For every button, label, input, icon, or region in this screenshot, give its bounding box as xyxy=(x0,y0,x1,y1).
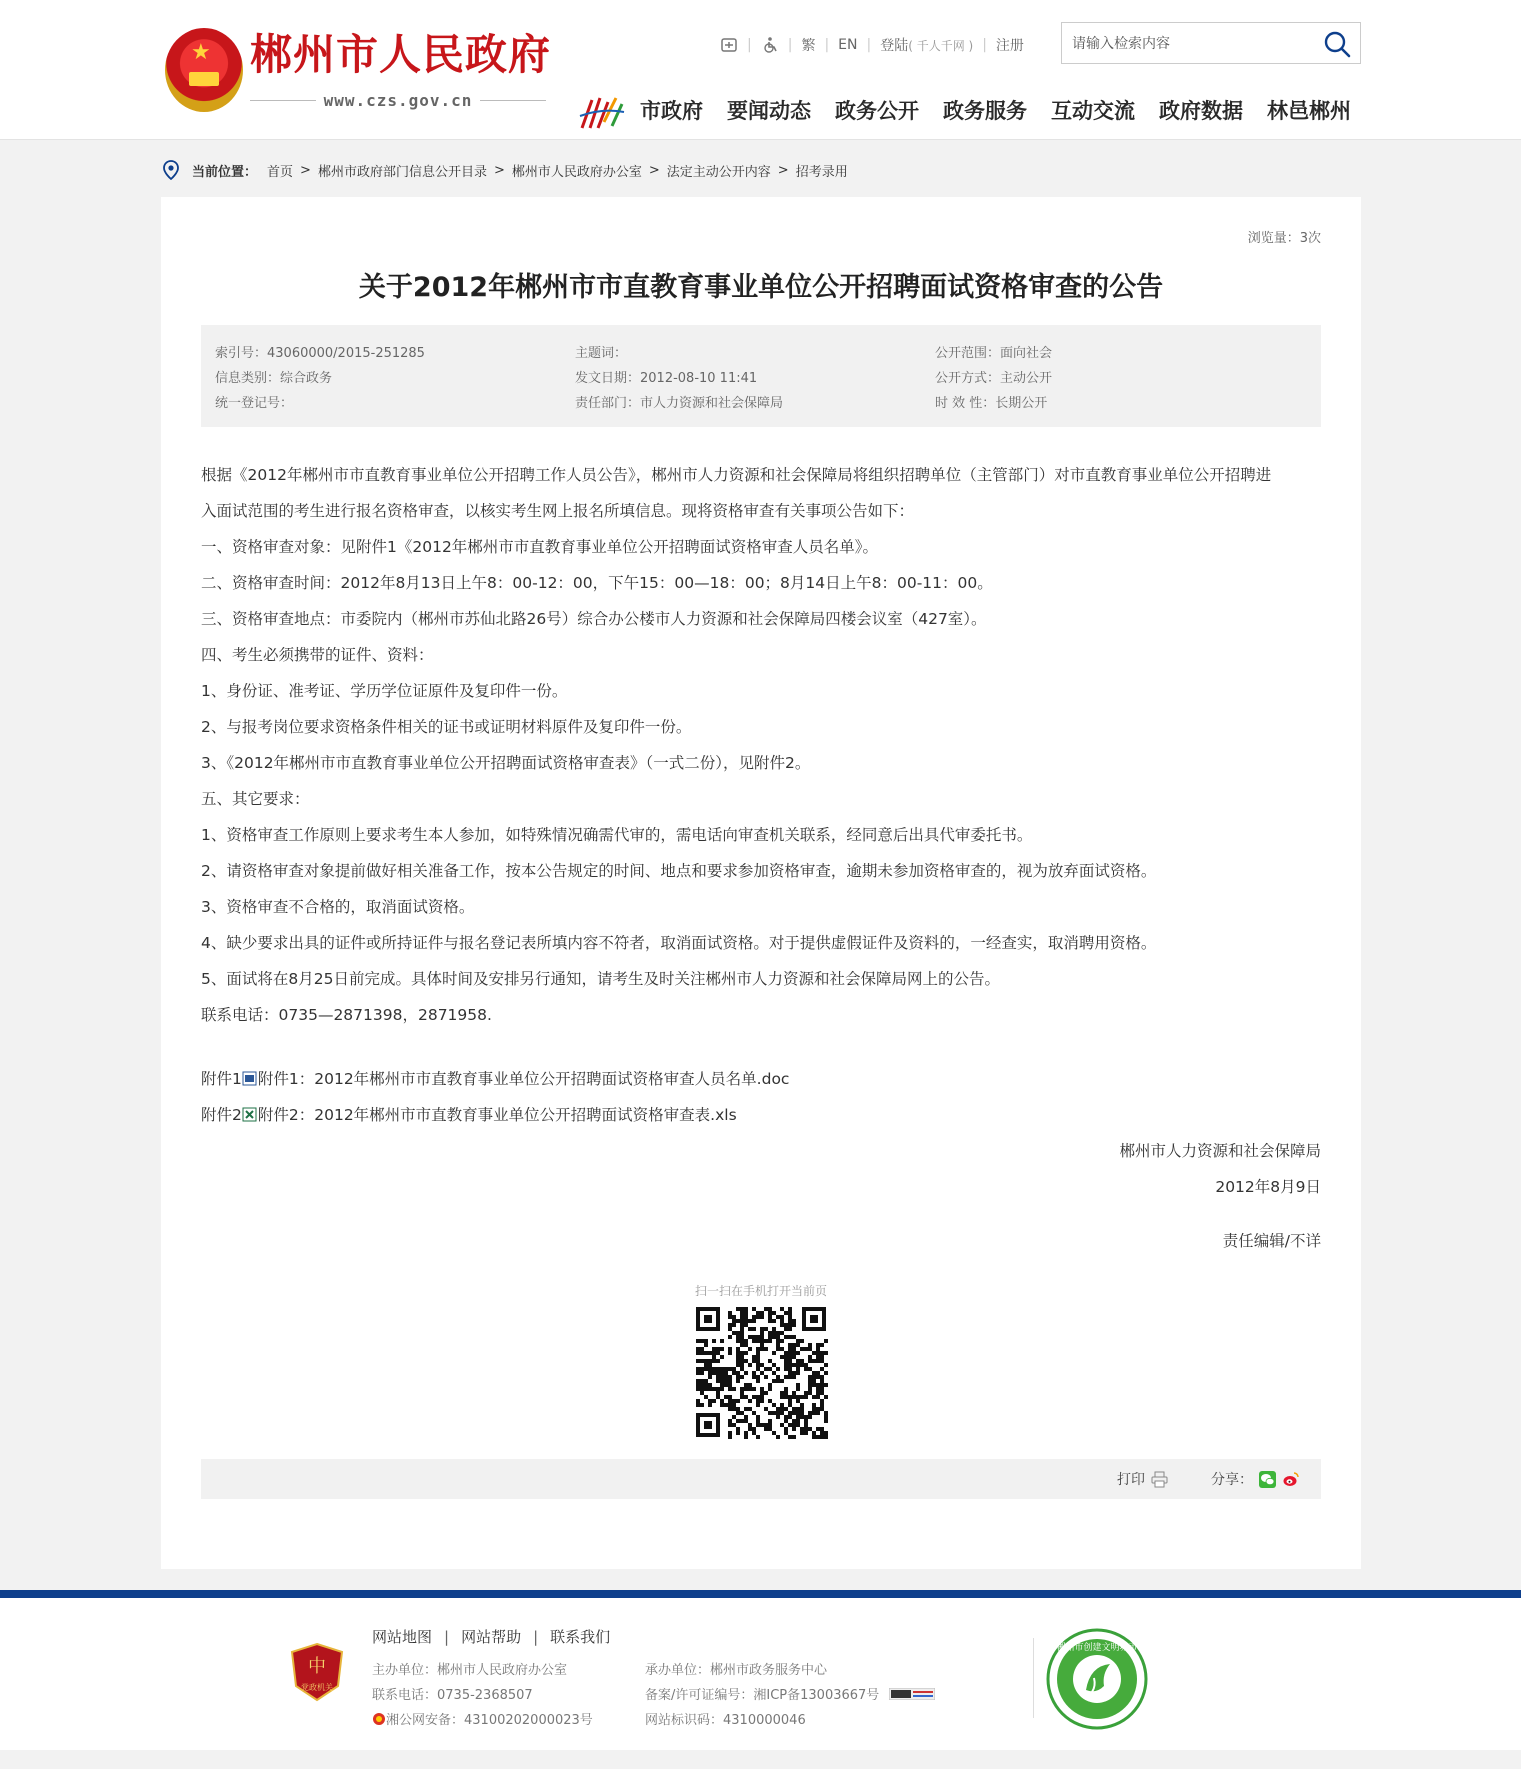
footer-info-left xyxy=(372,1658,593,1733)
search-box xyxy=(1061,22,1361,64)
article-panel xyxy=(161,197,1361,1569)
search-input[interactable] xyxy=(1072,33,1302,55)
qr-code-image xyxy=(694,1305,828,1439)
nav-news[interactable]: 要闻动态 xyxy=(727,99,811,123)
top-links: | | 繁 | EN | 登陆 ( 千人千网 ) | 注册 xyxy=(720,34,1024,56)
party-government-badge[interactable] xyxy=(290,1642,344,1702)
paragraph: 联系电话：0735—2871398，2871958. xyxy=(201,1006,492,1024)
nav-government-affairs-open[interactable]: 政务公开 xyxy=(835,99,919,123)
breadcrumb-gov-office[interactable]: 郴州市人民政府办公室 xyxy=(511,164,642,180)
police-emblem-icon xyxy=(372,1712,386,1726)
paragraph: 1、身份证、准考证、学历学位证原件及复印件一份。 xyxy=(201,682,568,700)
footer-undertaker: 承办单位：郴州市政务服务中心 xyxy=(645,1663,828,1678)
meta-subject: 主题词： xyxy=(575,346,628,361)
footer-links: 网站地图 | 网站帮助 | 联系我们 xyxy=(372,1628,611,1646)
paragraph: 3、《2012年郴州市市直教育事业单位公开招聘面试资格审查表》（一式二份），见附件2。 xyxy=(201,754,811,772)
meta-department: 责任部门：市人力资源和社会保障局 xyxy=(575,396,784,411)
meta-mode: 公开方式：主动公开 xyxy=(935,371,1053,386)
nav-interaction[interactable]: 互动交流 xyxy=(1051,99,1135,123)
paragraph: 1、资格审查工作原则上要求考生本人参加，如特殊情况确需代审的，需电话向审查机关联系，经同意后出具代审委托书。 xyxy=(201,826,1033,844)
site-title[interactable]: 郴州市人民政府 xyxy=(250,30,552,79)
footer-police xyxy=(372,1708,593,1733)
view-count: 浏览量：3次 xyxy=(1247,231,1321,246)
accessibility-glasses-icon[interactable] xyxy=(720,36,738,54)
national-emblem-logo[interactable]: ★ xyxy=(165,28,243,112)
svg-text:党政机关: 党政机关 xyxy=(301,1683,333,1692)
breadcrumb-statutory-content[interactable]: 法定主动公开内容 xyxy=(666,164,771,180)
accessibility-wheelchair-icon[interactable] xyxy=(761,36,779,54)
breadcrumb-recruitment[interactable]: 招考录用 xyxy=(795,164,848,180)
breadcrumb-home[interactable]: 首页 xyxy=(267,164,294,180)
word-file-icon xyxy=(242,1071,257,1086)
nav-government-services[interactable]: 政务服务 xyxy=(943,99,1027,123)
civilized-city-badge[interactable] xyxy=(1046,1628,1148,1730)
paragraph: 3、资格审查不合格的，取消面试资格。 xyxy=(201,898,475,916)
paragraph: 4、缺少要求出具的证件或所持证件与报名登记表所填内容不符者，取消面试资格。对于提供虚假证件及资料的，一经查实，取消聘用资格。 xyxy=(201,934,1157,952)
attachment-1-link[interactable]: 附件1：2012年郴州市市直教育事业单位公开招聘面试资格审查人员名单.doc xyxy=(257,1070,790,1088)
paragraph: 5、面试将在8月25日前完成。具体时间及安排另行通知，请考生及时关注郴州市人力资源和社会保障局网上的公告。 xyxy=(201,970,1000,988)
meta-validity: 时 效 性：长期公开 xyxy=(935,396,1048,411)
site-footer xyxy=(0,1590,1521,1750)
share-group: 分享： xyxy=(1211,1469,1299,1489)
meta-info-type: 信息类别：综合政务 xyxy=(215,371,333,386)
excel-file-icon xyxy=(242,1107,257,1122)
paragraph: 四、考生必须携带的证件、资料： xyxy=(201,646,434,664)
printer-icon xyxy=(1151,1471,1168,1488)
login-link[interactable]: 登陆 xyxy=(880,38,909,54)
footer-sponsor: 主办单位：郴州市人民政府办公室 xyxy=(372,1663,568,1678)
paragraph: 2、与报考岗位要求资格条件相关的证书或证明材料原件及复印件一份。 xyxy=(201,718,692,736)
footer-site-code: 网站标识码：4310000046 xyxy=(645,1713,806,1728)
paragraph: 根据《2012年郴州市市直教育事业单位公开招聘工作人员公告》，郴州市人力资源和社会保障局将组织招聘单位（主管部门）对市直教育事业单位公开招聘进 xyxy=(201,466,1272,484)
meta-publish-date: 发文日期：2012-08-10 11:41 xyxy=(575,371,758,386)
attachment-2-link[interactable]: 附件2：2012年郴州市市直教育事业单位公开招聘面试资格审查表.xls xyxy=(257,1106,737,1124)
share-bar xyxy=(201,1459,1321,1499)
traditional-chinese-link[interactable]: 繁 xyxy=(801,38,816,54)
meta-scope: 公开范围：面向社会 xyxy=(935,346,1053,361)
footer-phone: 联系电话：0735-2368507 xyxy=(372,1688,533,1703)
cnzz-stat-icon[interactable] xyxy=(889,1688,935,1700)
breadcrumb-label: 当前位置： xyxy=(192,164,258,180)
paragraph: 三、资格审查地点：市委院内（郴州市苏仙北路26号）综合办公楼市人力资源和社会保障局四楼会议室（427室）。 xyxy=(201,610,987,628)
paragraph: 入面试范围的考生进行报名资格审查，以核实考生网上报名所填信息。现将资格审查有关事项公告如下： xyxy=(201,502,915,520)
footer-icp xyxy=(645,1683,935,1708)
paragraph: 五、其它要求： xyxy=(201,790,310,808)
location-pin-icon xyxy=(162,160,180,180)
footer-police-link[interactable]: 湘公网安备：43100202000023号 xyxy=(386,1713,593,1728)
wechat-share-icon[interactable] xyxy=(1259,1471,1276,1488)
nav-linyi-chenzhou[interactable]: 林邑郴州 xyxy=(1267,99,1351,123)
breadcrumb: 当前位置： 首页 > 郴州市政府部门信息公开目录 > 郴州市人民政府办公室 > 法定主动公开内容 > 招考录用 xyxy=(162,158,848,182)
article-meta xyxy=(201,325,1321,427)
footer-icp-link[interactable]: 备案/许可证编号：湘ICP备13003667号 xyxy=(645,1688,880,1703)
qr-section xyxy=(693,1282,829,1443)
site-url: www.czs.gov.cn xyxy=(250,90,546,110)
attachment-1: 附件1 附件1：2012年郴州市市直教育事业单位公开招聘面试资格审查人员名单.doc xyxy=(201,1070,790,1088)
svg-text:郴州市创建文明城市: 郴州市创建文明城市 xyxy=(1056,1643,1138,1653)
main-nav xyxy=(640,96,1351,126)
nav-city-government[interactable]: 市政府 xyxy=(640,99,703,123)
paragraph: 2、请资格审查对象提前做好相关准备工作，按本公告规定的时间、地点和要求参加资格审查，逾期未参加资格审查的，视为放弃面试资格。 xyxy=(201,862,1157,880)
attachment-2: 附件2 附件2：2012年郴州市市直教育事业单位公开招聘面试资格审查表.xls xyxy=(201,1106,737,1124)
login-sub-label: ( 千人千网 ) xyxy=(908,38,974,53)
paragraph: 二、资格审查时间：2012年8月13日上午8：00-12：00，下午15：00—18：00；8月14日上午8：00-11：00。 xyxy=(201,574,993,592)
qr-caption: 扫一扫在手机打开当前页 xyxy=(694,1284,827,1298)
english-link[interactable]: EN xyxy=(838,37,858,53)
footer-contact-link[interactable]: 联系我们 xyxy=(550,1628,611,1646)
signature-date: 2012年8月9日 xyxy=(1215,1178,1321,1196)
site-header xyxy=(0,0,1521,140)
footer-help-link[interactable]: 网站帮助 xyxy=(461,1628,522,1646)
nav-government-data[interactable]: 政府数据 xyxy=(1159,99,1243,123)
article-body xyxy=(201,457,1321,1259)
linyi-brand-logo xyxy=(578,92,626,134)
meta-reg-no: 统一登记号： xyxy=(215,396,294,411)
footer-sitemap-link[interactable]: 网站地图 xyxy=(372,1628,433,1646)
paragraph: 一、资格审查对象：见附件1《2012年郴州市市直教育事业单位公开招聘面试资格审查人员名单》。 xyxy=(201,538,879,556)
responsible-editor: 责任编辑/不详 xyxy=(1222,1232,1321,1250)
print-button[interactable]: 打印 xyxy=(1117,1469,1168,1489)
breadcrumb-dept-catalog[interactable]: 郴州市政府部门信息公开目录 xyxy=(317,164,487,180)
search-icon[interactable] xyxy=(1322,29,1352,59)
weibo-share-icon[interactable] xyxy=(1282,1471,1299,1488)
article-title: 关于2012年郴州市市直教育事业单位公开招聘面试资格审查的公告 xyxy=(358,272,1164,303)
register-link[interactable]: 注册 xyxy=(995,38,1024,54)
footer-info-right xyxy=(645,1658,935,1733)
meta-index-no: 索引号：43060000/2015-251285 xyxy=(215,346,425,361)
svg-text:中: 中 xyxy=(308,1656,326,1677)
signature-org: 郴州市人力资源和社会保障局 xyxy=(1119,1142,1321,1160)
